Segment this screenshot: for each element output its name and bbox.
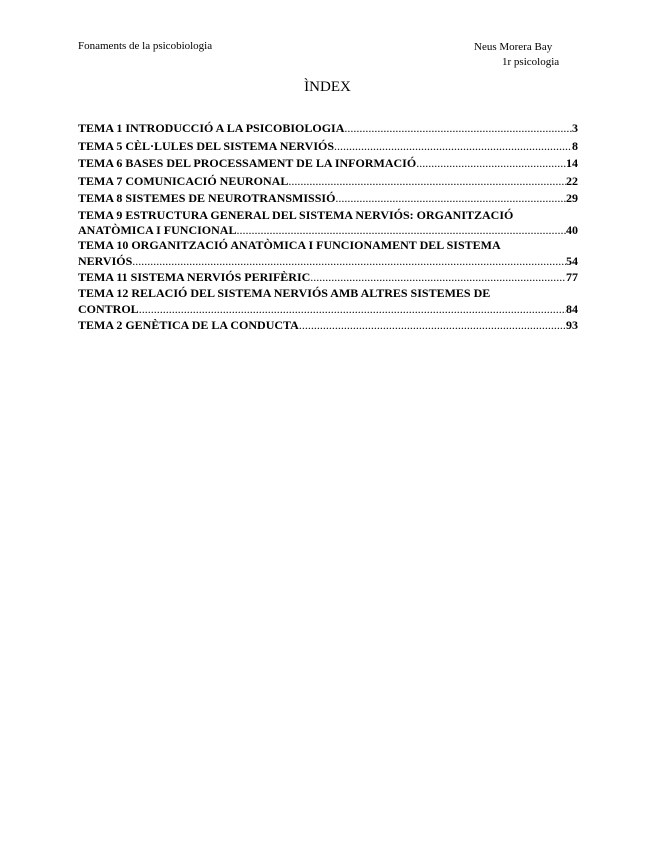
toc-leader-dots [334,138,572,156]
toc-entry-title: TEMA 7 COMUNICACIÓ NEURONAL [78,173,289,188]
toc-leader-dots [310,269,566,287]
toc-entry-title: TEMA 1 INTRODUCCIÓ A LA PSICOBIOLOGIA [78,121,345,135]
header-course-year: 1r psicologia [502,56,560,68]
toc-entry[interactable] [78,238,578,269]
toc-entry-title-line1: TEMA 10 ORGANITZACIÓ ANATÒMICA I FUNCIONAMENT DEL SISTEMA [78,238,501,252]
toc-entry-title: ANATÒMICA I FUNCIONAL [78,223,237,237]
toc-entry-title: TEMA 11 SISTEMA NERVIÓS PERIFÈRIC [78,269,311,284]
header-author-block [474,40,559,70]
toc-entry-page: 84 [566,301,578,316]
toc-entry-page: 54 [566,253,578,268]
toc-entry-page: 14 [566,156,578,170]
toc-entry[interactable] [78,286,578,317]
toc-entry-title: CONTROL [78,301,139,316]
toc-entry-page: 93 [566,317,578,332]
toc-entry-title: NERVIÓS [78,253,133,268]
toc-entry[interactable] [78,208,578,239]
toc-entry-title: TEMA 5 CÈL·LULES DEL SISTEMA NERVIÓS [78,138,334,153]
page-title: ÌNDEX [304,79,351,95]
toc-entry-title-line1: TEMA 12 RELACIÓ DEL SISTEMA NERVIÓS AMB ALTRES SISTEMES DE [78,286,491,300]
toc-leader-dots [132,254,566,269]
toc-leader-dots [139,302,566,317]
toc-leader-dots [299,317,566,335]
toc-entry-page: 3 [572,121,578,135]
toc-entry-page: 77 [566,269,578,284]
toc-leader-dots [335,190,566,208]
toc-entry-page: 40 [566,223,578,237]
toc-entry[interactable] [78,173,578,191]
toc-entry-page: 29 [566,191,578,205]
toc-entry-title: TEMA 6 BASES DEL PROCESSAMENT DE LA INFORMACIÓ [78,156,417,170]
toc-entry-title-line1: TEMA 9 ESTRUCTURA GENERAL DEL SISTEMA NERVIÓS: ORGANITZACIÓ [78,207,514,222]
toc-leader-dots [344,120,572,138]
toc-leader-dots [416,155,566,173]
toc-leader-dots [288,173,566,191]
toc-entry-page: 22 [566,173,578,188]
toc-entry[interactable] [78,317,578,335]
toc-entry[interactable] [78,138,578,156]
table-of-contents [78,120,578,334]
toc-entry-title: TEMA 2 GENÈTICA DE LA CONDUCTA [78,317,299,332]
toc-entry[interactable] [78,190,578,208]
toc-entry[interactable] [78,120,578,138]
header-course-title: Fonaments de la psicobiologia [78,40,213,52]
toc-leader-dots [236,223,566,238]
header-author-name: Neus Morera Bay [474,41,553,53]
toc-entry[interactable] [78,269,578,287]
toc-entry-page: 8 [572,138,578,153]
toc-entry-title: TEMA 8 SISTEMES DE NEUROTRANSMISSIÓ [78,191,336,205]
toc-entry[interactable] [78,155,578,173]
